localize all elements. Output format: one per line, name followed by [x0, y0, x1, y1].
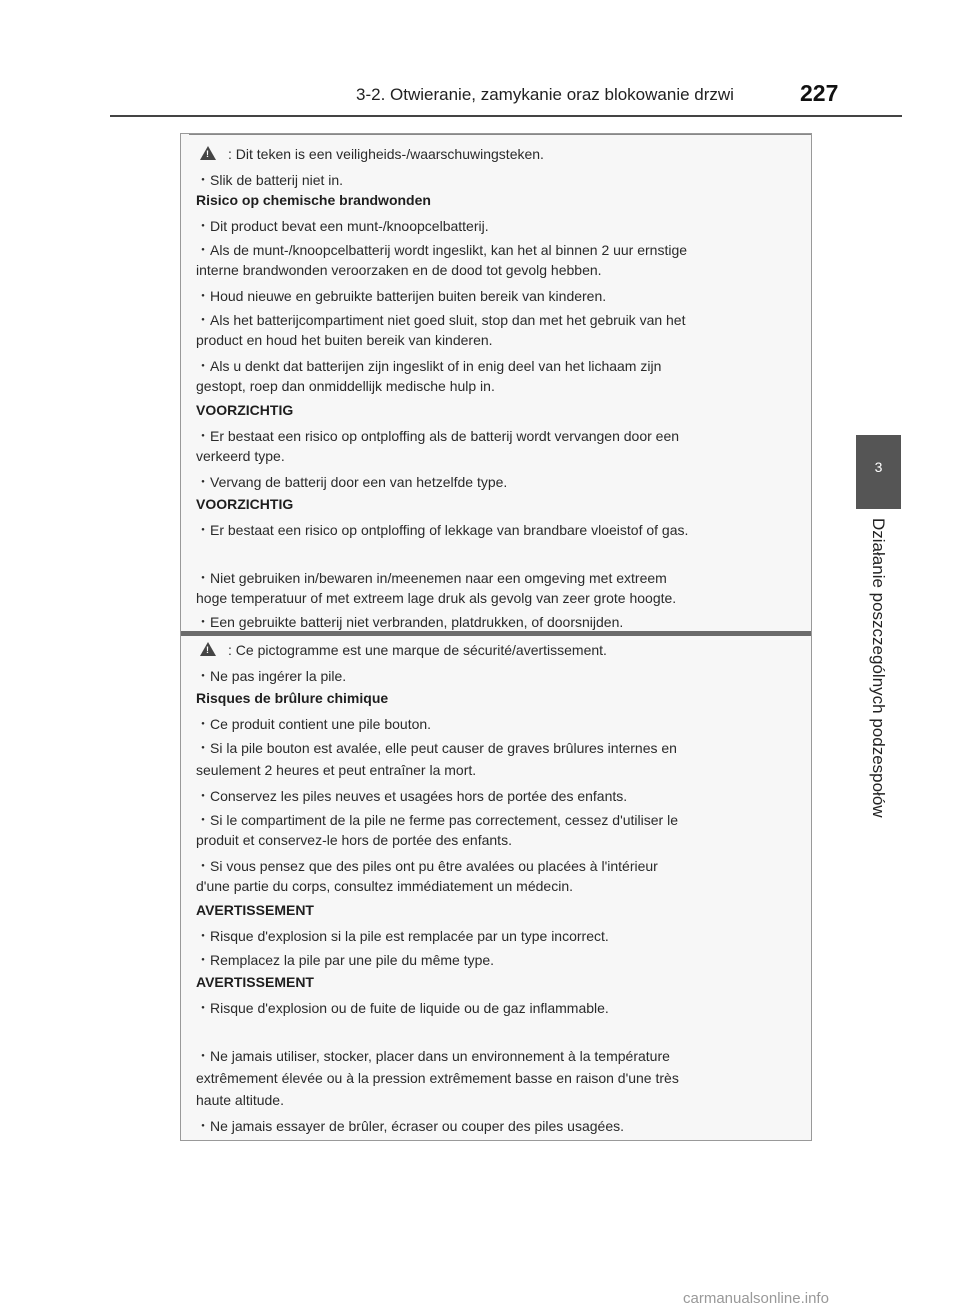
warning-line: ・Si la pile bouton est avalée, elle peut causer de graves brûlures internes en [196, 740, 677, 756]
warning-line: ・Houd nieuwe en gebruikte batterijen buiten bereik van kinderen. [196, 288, 607, 304]
warning-line: ・Er bestaat een risico op ontploffing als de batterij wordt vervangen door een [196, 428, 680, 444]
scanned-warning-label [180, 133, 812, 1141]
warning-line: ・Ne jamais essayer de brûler, écraser ou couper des piles usagées. [196, 1118, 624, 1134]
warning-line: d'une partie du corps, consultez immédiatement un médecin. [196, 878, 573, 894]
warning-line: ・Als u denkt dat batterijen zijn ingeslikt of in enig deel van het lichaam zijn [196, 358, 662, 374]
warning-line: ・Niet gebruiken in/bewaren in/meenemen naar een omgeving met extreem [196, 570, 667, 586]
warning-heading: VOORZICHTIG [196, 402, 294, 418]
warning-heading: AVERTISSEMENT [196, 902, 314, 918]
warning-french [181, 636, 811, 1140]
warning-line: hoge temperatuur of met extreem lage druk als gevolg van zeer grote hoogte. [196, 590, 677, 606]
warning-line: ・Remplacez la pile par une pile du même type. [196, 952, 495, 968]
warning-line: !: Dit teken is een veiligheids-/waarschuwingsteken. [196, 146, 544, 162]
header-rule [110, 115, 902, 117]
warning-line: product en houd het buiten bereik van kinderen. [196, 332, 493, 348]
warning-line: interne brandwonden veroorzaken en de dood tot gevolg hebben. [196, 262, 602, 278]
chapter-title: Działanie poszczególnych podzespołów [869, 518, 888, 818]
warning-line: ・Conservez les piles neuves et usagées hors de portée des enfants. [196, 788, 628, 804]
warning-line: ・Dit product bevat een munt-/knoopcelbatterij. [196, 218, 489, 234]
warning-line: ・Risque d'explosion ou de fuite de liquide ou de gaz inflammable. [196, 1000, 609, 1016]
warning-line: haute altitude. [196, 1092, 284, 1108]
warning-line: ・Vervang de batterij door een van hetzelfde type. [196, 474, 508, 490]
warning-dutch [181, 134, 811, 634]
warning-line: ・Ne jamais utiliser, stocker, placer dans un environnement à la température [196, 1048, 670, 1064]
warning-line: produit et conservez-le hors de portée des enfants. [196, 832, 512, 848]
warning-line: ・Si le compartiment de la pile ne ferme pas correctement, cessez d'utiliser le [196, 812, 678, 828]
warning-line: ・Een gebruikte batterij niet verbranden, platdrukken, of doorsnijden. [196, 614, 624, 630]
warning-line: !: Ce pictogramme est une marque de sécurité/avertissement. [196, 642, 607, 658]
warning-triangle-icon [200, 642, 216, 656]
warning-heading: Risico op chemische brandwonden [196, 192, 431, 208]
warning-line: extrêmement élevée ou à la pression extrêmement basse en raison d'une très [196, 1070, 679, 1086]
warning-line: ・Er bestaat een risico op ontploffing of lekkage van brandbare vloeistof of gas. [196, 522, 689, 538]
warning-line: ・Si vous pensez que des piles ont pu être avalées ou placées à l'intérieur [196, 858, 658, 874]
warning-line: ・Slik de batterij niet in. [196, 172, 344, 188]
warning-line: gestopt, roep dan onmiddellijk medische hulp in. [196, 378, 495, 394]
chapter-tab [856, 435, 901, 509]
warning-line: ・Als het batterijcompartiment niet goed sluit, stop dan met het gebruik van het [196, 312, 686, 328]
warning-line: ・Ne pas ingérer la pile. [196, 668, 347, 684]
warning-heading: VOORZICHTIG [196, 496, 294, 512]
warning-line: ・Risque d'explosion si la pile est remplacée par un type incorrect. [196, 928, 609, 944]
warning-line: ・Als de munt-/knoopcelbatterij wordt ingeslikt, kan het al binnen 2 uur ernstige [196, 242, 688, 258]
warning-heading: AVERTISSEMENT [196, 974, 314, 990]
warning-line: ・Ce produit contient une pile bouton. [196, 716, 432, 732]
section-title: 3-2. Otwieranie, zamykanie oraz blokowanie drzwi [356, 85, 734, 104]
watermark: carmanualsonline.info [683, 1290, 829, 1307]
chapter-number: 3 [874, 459, 883, 475]
warning-line: verkeerd type. [196, 448, 285, 464]
warning-triangle-icon [200, 146, 216, 160]
warning-heading: Risques de brûlure chimique [196, 690, 389, 706]
warning-line: seulement 2 heures et peut entraîner la mort. [196, 762, 477, 778]
page-number: 227 [800, 80, 839, 106]
